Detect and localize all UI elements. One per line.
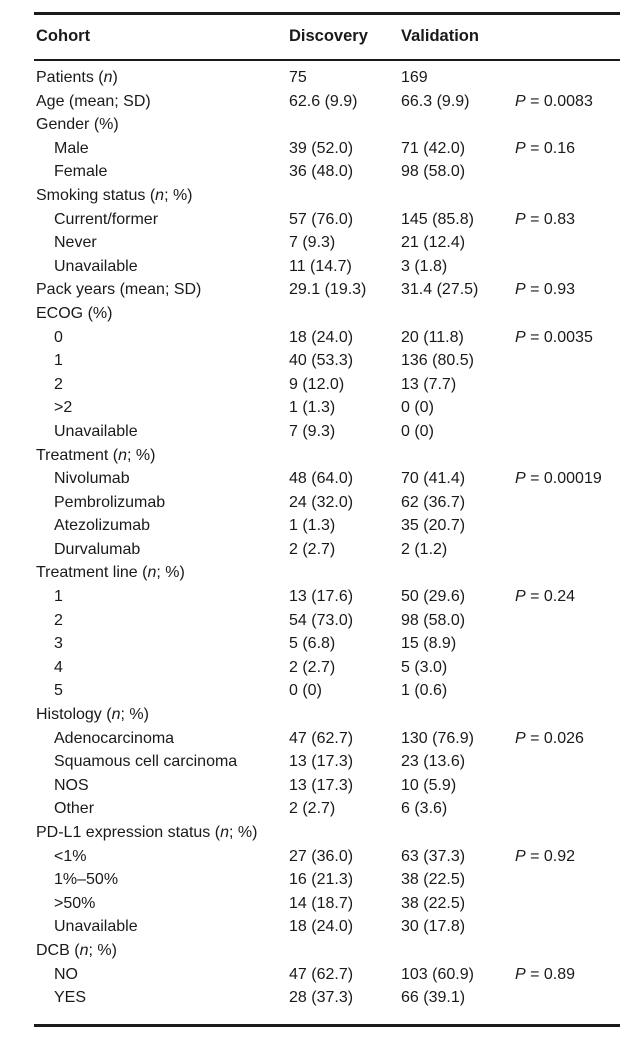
table-row xyxy=(0,679,636,703)
discovery-value: 18 (24.0) xyxy=(289,328,354,346)
row-label: Pack years (mean; SD) xyxy=(36,281,202,299)
p-value: P = 0.026 xyxy=(515,729,584,747)
header-discovery: Discovery xyxy=(289,27,368,45)
validation-value: 3 (1.8) xyxy=(401,257,448,275)
row-label: Treatment line (n; %) xyxy=(36,564,185,582)
p-value: P = 0.89 xyxy=(515,965,576,983)
p-value: P = 0.16 xyxy=(515,139,576,157)
p-value: P = 0.0083 xyxy=(515,92,593,110)
discovery-value: 1 (1.3) xyxy=(289,517,336,535)
table-row xyxy=(0,420,636,444)
discovery-value: 36 (48.0) xyxy=(289,163,354,181)
table-row xyxy=(0,632,636,656)
validation-value: 6 (3.6) xyxy=(401,800,448,818)
discovery-value: 18 (24.0) xyxy=(289,918,354,936)
table-row xyxy=(0,797,636,821)
validation-value: 10 (5.9) xyxy=(401,776,457,794)
discovery-value: 1 (1.3) xyxy=(289,399,336,417)
discovery-value: 54 (73.0) xyxy=(289,611,354,629)
row-label: 2 xyxy=(54,611,63,629)
table-row-category xyxy=(0,302,636,326)
table-top-rule xyxy=(34,12,620,15)
discovery-value: 16 (21.3) xyxy=(289,871,354,889)
row-label: NO xyxy=(54,965,78,983)
header-cohort: Cohort xyxy=(36,27,91,45)
row-label: 4 xyxy=(54,658,63,676)
table-row xyxy=(0,373,636,397)
table-row xyxy=(0,349,636,373)
table-row xyxy=(0,845,636,869)
discovery-value: 24 (32.0) xyxy=(289,493,354,511)
row-label: Unavailable xyxy=(54,257,138,275)
table-row xyxy=(0,585,636,609)
table-row xyxy=(0,208,636,232)
row-label: Durvalumab xyxy=(54,540,141,558)
table-header xyxy=(0,27,636,49)
validation-value: 136 (80.5) xyxy=(401,352,474,370)
table-row xyxy=(0,656,636,680)
table-row-category xyxy=(0,66,636,90)
discovery-value: 2 (2.7) xyxy=(289,800,336,818)
validation-value: 130 (76.9) xyxy=(401,729,474,747)
row-label: 1 xyxy=(54,588,63,606)
validation-value: 2 (1.2) xyxy=(401,540,448,558)
row-label: Never xyxy=(54,234,97,252)
validation-value: 66 (39.1) xyxy=(401,989,466,1007)
table-row-category xyxy=(0,703,636,727)
validation-value: 63 (37.3) xyxy=(401,847,466,865)
table-row-category xyxy=(0,184,636,208)
discovery-value: 29.1 (19.3) xyxy=(289,281,367,299)
p-value: P = 0.93 xyxy=(515,281,576,299)
table-row-category xyxy=(0,939,636,963)
validation-value: 1 (0.6) xyxy=(401,682,448,700)
validation-value: 38 (22.5) xyxy=(401,871,466,889)
discovery-value: 39 (52.0) xyxy=(289,139,354,157)
p-value: P = 0.83 xyxy=(515,210,576,228)
discovery-value: 40 (53.3) xyxy=(289,352,354,370)
p-value: P = 0.0035 xyxy=(515,328,593,346)
discovery-value: 13 (17.3) xyxy=(289,753,354,771)
validation-value: 62 (36.7) xyxy=(401,493,466,511)
discovery-value: 11 (14.7) xyxy=(289,257,352,275)
discovery-value: 7 (9.3) xyxy=(289,234,336,252)
table-row xyxy=(0,915,636,939)
table-row xyxy=(0,396,636,420)
discovery-value: 9 (12.0) xyxy=(289,375,345,393)
table-header-rule xyxy=(34,59,620,61)
row-label: Current/former xyxy=(54,210,159,228)
discovery-value: 2 (2.7) xyxy=(289,540,336,558)
row-label: >50% xyxy=(54,894,96,912)
table-row xyxy=(0,963,636,987)
row-label: Age (mean; SD) xyxy=(36,92,151,110)
row-label: ECOG (%) xyxy=(36,304,113,322)
table-row-category xyxy=(0,821,636,845)
table-row-category xyxy=(0,90,636,114)
validation-value: 13 (7.7) xyxy=(401,375,457,393)
validation-value: 50 (29.6) xyxy=(401,588,466,606)
validation-value: 21 (12.4) xyxy=(401,234,466,252)
validation-value: 23 (13.6) xyxy=(401,753,466,771)
table-row xyxy=(0,491,636,515)
row-label: 5 xyxy=(54,682,63,700)
discovery-value: 48 (64.0) xyxy=(289,470,354,488)
table-row-category xyxy=(0,113,636,137)
discovery-value: 13 (17.3) xyxy=(289,776,354,794)
row-label: NOS xyxy=(54,776,89,794)
row-label: >2 xyxy=(54,399,73,417)
discovery-value: 7 (9.3) xyxy=(289,422,336,440)
table-row xyxy=(0,514,636,538)
row-label: 3 xyxy=(54,635,63,653)
validation-value: 0 (0) xyxy=(401,399,434,417)
row-label: Atezolizumab xyxy=(54,517,151,535)
p-value: P = 0.92 xyxy=(515,847,576,865)
validation-value: 35 (20.7) xyxy=(401,517,466,535)
validation-value: 15 (8.9) xyxy=(401,635,457,653)
table-row xyxy=(0,986,636,1010)
validation-value: 98 (58.0) xyxy=(401,163,466,181)
row-label: Nivolumab xyxy=(54,470,130,488)
validation-value: 5 (3.0) xyxy=(401,658,448,676)
discovery-value: 47 (62.7) xyxy=(289,729,354,747)
row-label: Gender (%) xyxy=(36,116,119,134)
discovery-value: 27 (36.0) xyxy=(289,847,354,865)
discovery-value: 0 (0) xyxy=(289,682,322,700)
table-row-category xyxy=(0,561,636,585)
table-body xyxy=(0,66,636,1010)
table-row-category xyxy=(0,278,636,302)
table-row xyxy=(0,538,636,562)
discovery-value: 28 (37.3) xyxy=(289,989,354,1007)
row-label: Squamous cell carcinoma xyxy=(54,753,238,771)
validation-value: 38 (22.5) xyxy=(401,894,466,912)
header-validation: Validation xyxy=(401,27,479,45)
validation-value: 66.3 (9.9) xyxy=(401,92,470,110)
row-label: Histology (n; %) xyxy=(36,706,149,724)
row-label: 1 xyxy=(54,352,63,370)
row-label: Unavailable xyxy=(54,918,138,936)
discovery-value: 13 (17.6) xyxy=(289,588,354,606)
discovery-value: 57 (76.0) xyxy=(289,210,354,228)
discovery-value: 5 (6.8) xyxy=(289,635,336,653)
table-row xyxy=(0,326,636,350)
table-row xyxy=(0,255,636,279)
row-label: Female xyxy=(54,163,108,181)
validation-value: 31.4 (27.5) xyxy=(401,281,479,299)
table-row-category xyxy=(0,444,636,468)
discovery-value: 62.6 (9.9) xyxy=(289,92,358,110)
row-label: Male xyxy=(54,139,89,157)
discovery-value: 47 (62.7) xyxy=(289,965,354,983)
table-row xyxy=(0,467,636,491)
row-label: Other xyxy=(54,800,95,818)
row-label: 2 xyxy=(54,375,63,393)
table-row xyxy=(0,231,636,255)
row-label: 0 xyxy=(54,328,63,346)
table-row xyxy=(0,868,636,892)
table-row xyxy=(0,609,636,633)
row-label: 1%–50% xyxy=(54,871,119,889)
validation-value: 145 (85.8) xyxy=(401,210,474,228)
table-row xyxy=(0,137,636,161)
table-row xyxy=(0,727,636,751)
validation-value: 70 (41.4) xyxy=(401,470,466,488)
validation-value: 103 (60.9) xyxy=(401,965,474,983)
p-value: P = 0.24 xyxy=(515,588,576,606)
validation-value: 30 (17.8) xyxy=(401,918,466,936)
p-value: P = 0.00019 xyxy=(515,470,602,488)
row-label: Pembrolizumab xyxy=(54,493,166,511)
row-label: Adenocarcinoma xyxy=(54,729,175,747)
table-row xyxy=(0,892,636,916)
discovery-value: 75 xyxy=(289,69,307,86)
validation-value: 98 (58.0) xyxy=(401,611,466,629)
row-label: PD-L1 expression status (n; %) xyxy=(36,824,258,841)
row-label: Treatment (n; %) xyxy=(36,446,156,464)
row-label: Smoking status (n; %) xyxy=(36,186,193,204)
row-label: Unavailable xyxy=(54,422,138,440)
row-label: <1% xyxy=(54,847,87,865)
row-label: DCB (n; %) xyxy=(36,941,117,959)
row-label: Patients (n) xyxy=(36,69,118,86)
row-label: YES xyxy=(54,989,87,1007)
table-bottom-rule xyxy=(34,1024,620,1027)
validation-value: 71 (42.0) xyxy=(401,139,466,157)
validation-value: 169 xyxy=(401,69,428,86)
table-row xyxy=(0,750,636,774)
table-row xyxy=(0,160,636,184)
discovery-value: 2 (2.7) xyxy=(289,658,336,676)
discovery-value: 14 (18.7) xyxy=(289,894,354,912)
validation-value: 0 (0) xyxy=(401,422,434,440)
validation-value: 20 (11.8) xyxy=(401,328,464,346)
table-row xyxy=(0,774,636,798)
